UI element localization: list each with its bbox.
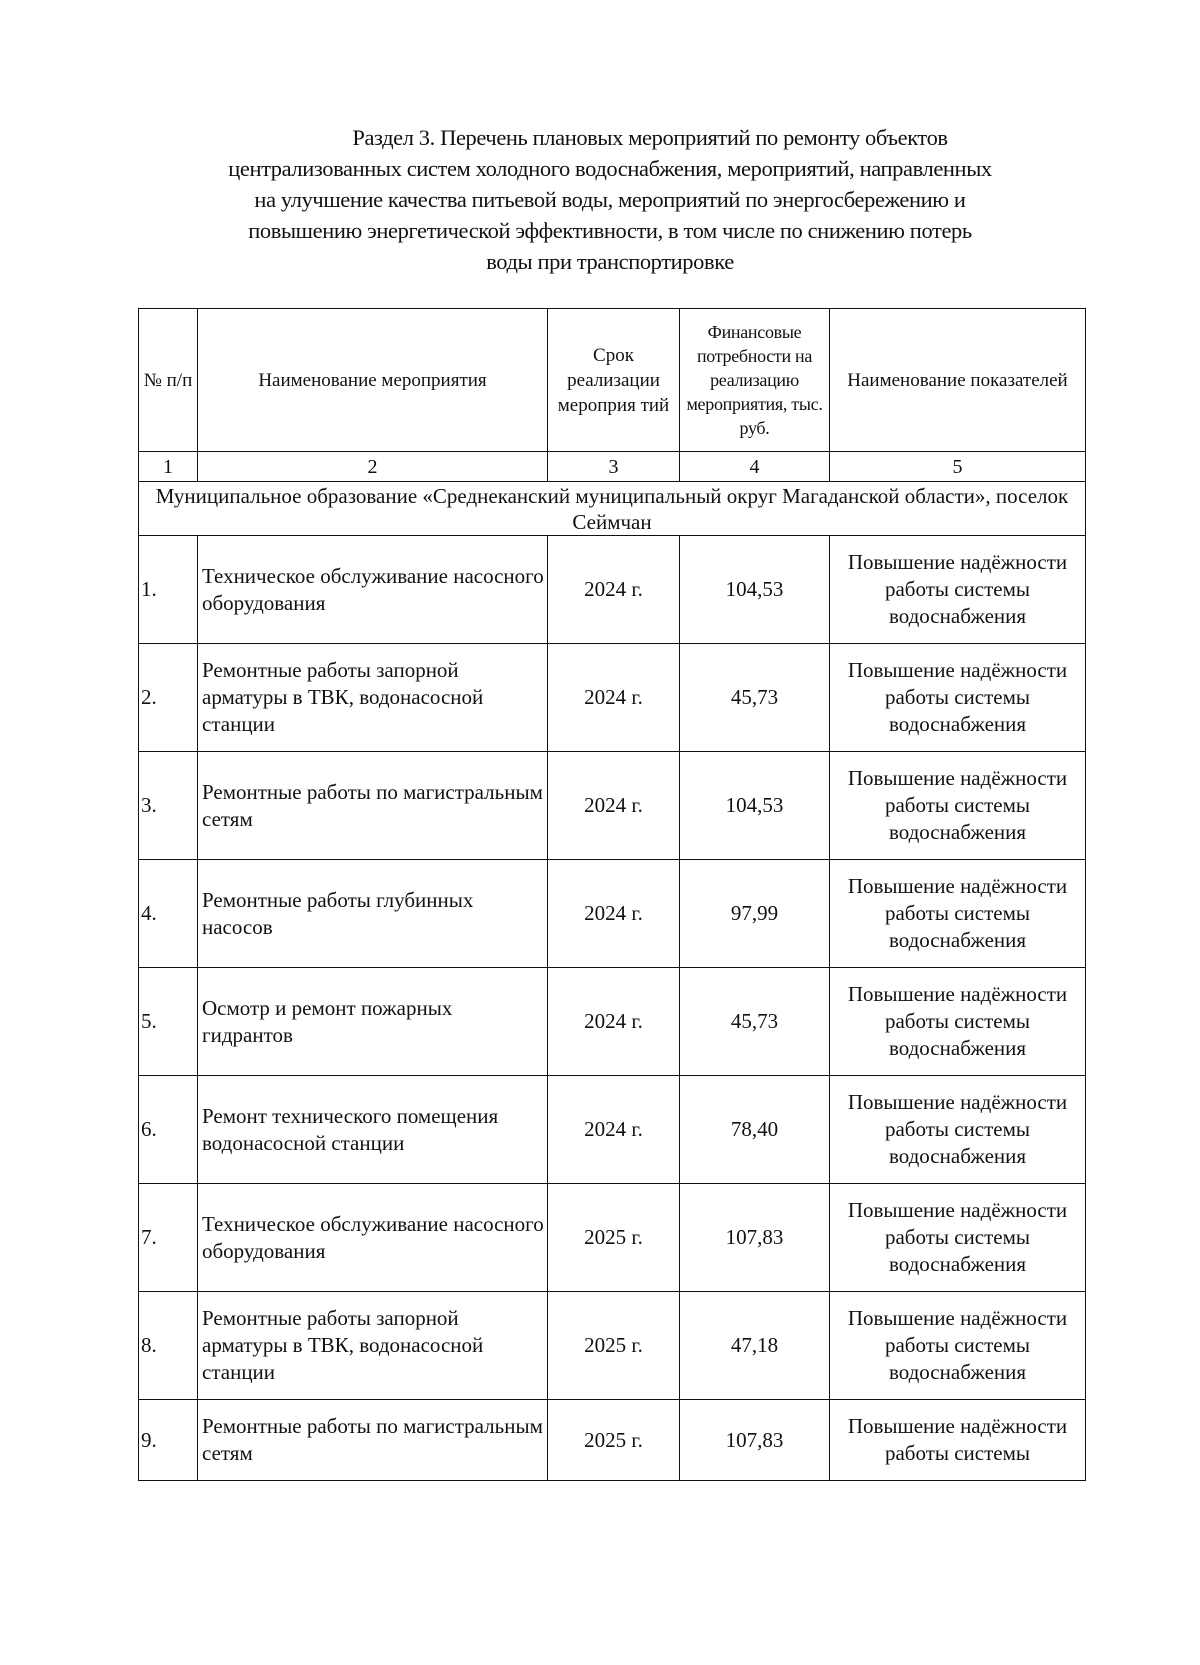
row-indicator: Повышение надёжности работы системы водоснабжения [830, 752, 1086, 860]
row-term: 2024 г. [548, 1076, 680, 1184]
row-num: 2. [139, 644, 198, 752]
table-row [139, 1076, 1086, 1184]
row-num: 5. [139, 968, 198, 1076]
row-term: 2024 г. [548, 752, 680, 860]
row-name: Техническое обслуживание насосного оборудования [198, 536, 548, 644]
row-name: Ремонтные работы по магистральным сетям [198, 1400, 548, 1481]
row-term: 2024 г. [548, 536, 680, 644]
table-row [139, 536, 1086, 644]
title-line: повышению энергетической эффективности, в том числе по снижению потерь [248, 218, 972, 243]
row-term: 2025 г. [548, 1292, 680, 1400]
section-row [139, 482, 1086, 536]
row-indicator: Повышение надёжности работы системы [830, 1400, 1086, 1481]
header-indicator: Наименование показателей [830, 309, 1086, 452]
table-row [139, 860, 1086, 968]
table-row [139, 1292, 1086, 1400]
row-num: 4. [139, 860, 198, 968]
row-indicator: Повышение надёжности работы системы водоснабжения [830, 1076, 1086, 1184]
row-finance: 104,53 [680, 536, 830, 644]
column-number-row [139, 452, 1086, 482]
column-number: 3 [548, 452, 680, 482]
row-indicator: Повышение надёжности работы системы водоснабжения [830, 644, 1086, 752]
document-title [150, 122, 1070, 277]
row-term: 2025 г. [548, 1184, 680, 1292]
row-num: 6. [139, 1076, 198, 1184]
row-finance: 45,73 [680, 644, 830, 752]
column-number: 5 [830, 452, 1086, 482]
header-term: Срок реализации мероприя тий [548, 309, 680, 452]
row-indicator: Повышение надёжности работы системы водоснабжения [830, 860, 1086, 968]
row-indicator: Повышение надёжности работы системы водоснабжения [830, 1292, 1086, 1400]
row-indicator: Повышение надёжности работы системы водоснабжения [830, 1184, 1086, 1292]
table-row [139, 1184, 1086, 1292]
row-term: 2024 г. [548, 968, 680, 1076]
row-name: Осмотр и ремонт пожарных гидрантов [198, 968, 548, 1076]
measures-table [138, 308, 1086, 1481]
row-num: 8. [139, 1292, 198, 1400]
row-name: Ремонтные работы запорной арматуры в ТВК, водонасосной станции [198, 1292, 548, 1400]
row-name: Ремонт технического помещения водонасосной станции [198, 1076, 548, 1184]
row-finance: 45,73 [680, 968, 830, 1076]
title-line: Раздел 3. Перечень плановых мероприятий по ремонту объектов [352, 125, 948, 150]
row-num: 9. [139, 1400, 198, 1481]
column-number: 2 [198, 452, 548, 482]
row-term: 2024 г. [548, 860, 680, 968]
title-line: на улучшение качества питьевой воды, мероприятий по энергосбережению и [254, 187, 966, 212]
column-number: 1 [139, 452, 198, 482]
header-name: Наименование мероприятия [198, 309, 548, 452]
row-indicator: Повышение надёжности работы системы водоснабжения [830, 536, 1086, 644]
row-num: 3. [139, 752, 198, 860]
row-finance: 47,18 [680, 1292, 830, 1400]
row-indicator: Повышение надёжности работы системы водоснабжения [830, 968, 1086, 1076]
header-num: № п/п [139, 309, 198, 452]
row-name: Ремонтные работы запорной арматуры в ТВК, водонасосной станции [198, 644, 548, 752]
row-term: 2025 г. [548, 1400, 680, 1481]
title-line: воды при транспортировке [486, 249, 734, 274]
row-num: 1. [139, 536, 198, 644]
row-num: 7. [139, 1184, 198, 1292]
table-row [139, 644, 1086, 752]
row-finance: 78,40 [680, 1076, 830, 1184]
header-finance: Финансовые потребности на реализацию мероприятия, тыс. руб. [680, 309, 830, 452]
row-name: Техническое обслуживание насосного оборудования [198, 1184, 548, 1292]
table-row [139, 1400, 1086, 1481]
row-finance: 107,83 [680, 1400, 830, 1481]
row-term: 2024 г. [548, 644, 680, 752]
row-finance: 107,83 [680, 1184, 830, 1292]
row-finance: 104,53 [680, 752, 830, 860]
header-row [139, 309, 1086, 452]
column-number: 4 [680, 452, 830, 482]
row-name: Ремонтные работы по магистральным сетям [198, 752, 548, 860]
row-finance: 97,99 [680, 860, 830, 968]
row-name: Ремонтные работы глубинных насосов [198, 860, 548, 968]
table-row [139, 968, 1086, 1076]
section-title: Муниципальное образование «Среднеканский муниципальный округ Магаданской области», поселок Сеймчан [139, 482, 1086, 536]
table-row [139, 752, 1086, 860]
title-line: централизованных систем холодного водоснабжения, мероприятий, направленных [228, 156, 992, 181]
